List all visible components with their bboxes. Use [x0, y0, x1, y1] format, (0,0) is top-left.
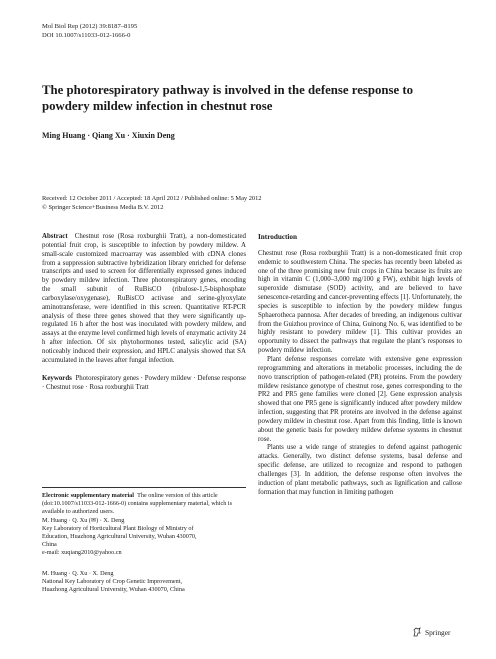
affiliation-names: M. Huang · Q. Xu (✉) · X. Deng	[42, 517, 125, 524]
springer-horse-icon	[412, 627, 422, 637]
affiliation-line: Huazhong Agricultural University, Wuhan 430070, China	[42, 586, 185, 593]
footnote-rule	[42, 487, 246, 488]
introduction-paragraph: Plant defense responses correlate with extensive gene expression reprogramming and alterations in metabolic processes, including the de novo transcription of pathogen-related (PR) proteins. From the powdery mildew resistance genotype of chestnut rose, genes corresponding to the PR2 and PR5 gene families were cloned [2]. Gene expression analysis showed that one PR5 gene is significantly induced after powdery mildew infection, suggesting that PR proteins are involved in the defense against powdery mildew in chestnut rose. Apart from this finding, little is known about the genetic basis for powdery mildew defense systems in chestnut rose.	[258, 355, 462, 443]
introduction-heading: Introduction	[258, 233, 298, 241]
affiliation-2	[42, 570, 246, 594]
left-column	[42, 233, 246, 392]
right-column	[258, 233, 462, 497]
affiliation-line: China	[42, 541, 57, 548]
keywords-text: Photorespiratory genes · Powdery mildew · Defense response · Chestnut rose · Rosa roxburghii Tratt	[42, 374, 246, 391]
affiliation-1	[42, 517, 246, 557]
publication-history	[42, 195, 462, 212]
publisher-footer	[412, 627, 450, 637]
esm-text: The online version of this article (doi:10.1007/s11033-012-1666-0) contains supplementary material, which is available to authorized users.	[42, 492, 232, 515]
journal-header	[42, 22, 137, 40]
copyright-notice: © Springer Science+Business Media B.V. 2012	[42, 203, 164, 211]
affiliation-email: e-mail: xuqiang2010@yahoo.cn	[42, 549, 122, 556]
supplementary-note	[42, 487, 246, 516]
keywords-label: Keywords	[42, 374, 72, 382]
author-list: Ming Huang · Qiang Xu · Xiuxin Deng	[42, 131, 175, 140]
introduction-paragraph: Plants use a wide range of strategies to defend against pathogenic attacks. Generally, two distinct defense systems, basal defense and specific defense, are utilized to recognize and respond to pathogen challenges [3]. In addition, the defense response often involves the induction of plant metabolic pathways, such as lignification and callose formation that may function in limiting pathogen	[258, 444, 462, 496]
journal-doi: DOI 10.1007/s11033-012-1666-0	[42, 32, 131, 39]
affiliation-line: Key Laboratory of Horticultural Plant Biology of Ministry of	[42, 525, 194, 532]
introduction-paragraph: Chestnut rose (Rosa roxburghii Tratt) is a non-domesticated fruit crop endemic to southwestern China. The species has recently been labeled as one of the three promising new fruit crops in China because its fruits are high in vitamin C (1,000–3,000 mg/100 g FW), exhibit high levels of superoxide dismutase (SOD) activity, and are believed to have senescence-retarding and cancer-preventing effects [1]. Unfortunately, the species is susceptible to infection by the powdery mildew fungus Sphaerotheca pannosa. After decades of breeding, an indigenous cultivar from the Guizhou province of China, Guinong No. 6, was identified to be highly resistant to powdery mildew [1]. This cultivar provides an opportunity to dissect the pathways that regulate the plant’s responses to powdery mildew infection.	[258, 249, 462, 355]
article-title: The photorespiratory pathway is involved in the defense response to powdery mildew infection in chestnut rose	[42, 83, 414, 113]
keywords	[42, 375, 246, 393]
affiliation-names: M. Huang · Q. Xu · X. Deng	[42, 570, 114, 577]
affiliation-line: Education, Huazhong Agricultural University, Wuhan 430070,	[42, 533, 197, 540]
journal-citation: Mol Biol Rep (2012) 39:8187–8195	[42, 23, 138, 30]
abstract-text: Chestnut rose (Rosa roxburghii Tratt), a non-domesticated potential fruit crop, is susceptible to infection by powdery mildew. A small-scale customized macroarray was assembled with cDNA clones from a suppression subtractive hybridization library enriched for defense transcripts and used to screen for differentially expressed genes induced by powdery mildew infection. Three photorespiratory genes, encoding the small subunit of RuBisCO (ribulose-1,5-bisphosphate carboxylase/oxygenase), RuBisCO activase and serine-glyoxylate aminotransferase, were identified in this screen. Quantitative RT-PCR analysis of these three genes showed that they were significantly up-regulated 16 h after the host was inoculated with powdery mildew, and assays at the enzyme level confirmed high levels of enzymatic activity 24 h after infection. Of six phytohormones tested, salicylic acid (SA) noticeably induced their expression, and HPLC analysis showed that SA accumulated in the leaves after fungal infection.	[42, 233, 246, 364]
abstract	[42, 233, 246, 366]
esm-label: Electronic supplementary material	[42, 492, 134, 499]
received-dates: Received: 12 October 2011 / Accepted: 18 April 2012 / Published online: 5 May 2012	[42, 195, 262, 202]
publisher-name: Springer	[425, 627, 451, 637]
affiliation-line: National Key Laboratory of Crop Genetic Improvement,	[42, 578, 183, 585]
abstract-label: Abstract	[42, 233, 68, 240]
